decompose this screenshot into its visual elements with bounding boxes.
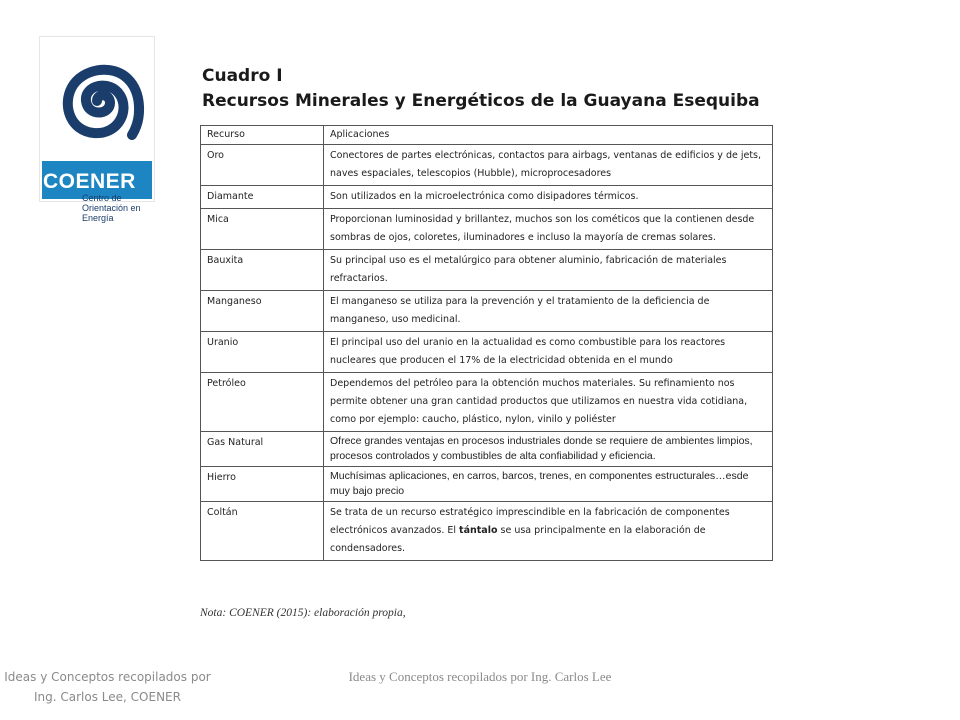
- coener-logo: [40, 37, 154, 223]
- cell-recurso: Petróleo: [201, 373, 324, 432]
- table-row: [201, 373, 773, 432]
- table-row: [201, 250, 773, 291]
- table-row: [201, 291, 773, 332]
- table-row: [201, 186, 773, 209]
- cell-text-post: se usa principalmente en la elaboración de condensadores.: [330, 525, 706, 554]
- cell-recurso: Mica: [201, 209, 324, 250]
- cell-text-bold: tántalo: [459, 525, 498, 536]
- table-row: [201, 209, 773, 250]
- header-recurso: Recurso: [201, 126, 324, 145]
- cell-aplicaciones: Conectores de partes electrónicas, contactos para airbags, ventanas de edificios y de jets, naves espaciales, telescopios (Hubble), microprocesadores: [324, 145, 773, 186]
- table-caption: Cuadro I: [202, 66, 283, 86]
- cell-recurso: Coltán: [201, 502, 324, 561]
- cell-recurso: Bauxita: [201, 250, 324, 291]
- cell-aplicaciones: Su principal uso es el metalúrgico para obtener aluminio, fabricación de materiales refractarios.: [324, 250, 773, 291]
- cell-aplicaciones: Son utilizados en la microelectrónica como disipadores térmicos.: [324, 186, 773, 209]
- cell-recurso: Oro: [201, 145, 324, 186]
- cell-recurso: Uranio: [201, 332, 324, 373]
- cell-recurso: Manganeso: [201, 291, 324, 332]
- logo-name: COENER: [43, 170, 136, 193]
- cell-aplicaciones: El principal uso del uranio en la actualidad es como combustible para los reactores nucleares que producen el 17% de la electricidad obtenida en el mundo: [324, 332, 773, 373]
- table-header-row: [201, 126, 773, 145]
- table-row: [201, 502, 773, 561]
- table-row: [201, 145, 773, 186]
- cell-aplicaciones: Dependemos del petróleo para la obtención muchos materiales. Su refinamiento nos permite obtener una gran cantidad productos que utilizamos en nuestra vida cotidiana, como por ejemplo: caucho, plástico, nylon, vinilo y poliéster: [324, 373, 773, 432]
- header-aplicaciones: Aplicaciones: [324, 126, 773, 145]
- footer-center: Ideas y Conceptos recopilados por Ing. Carlos Lee: [348, 669, 612, 684]
- cell-recurso: Hierro: [201, 467, 324, 502]
- logo-subtitle: Centro de Orientación en Energía: [82, 193, 141, 223]
- table-row: [201, 432, 773, 467]
- cell-aplicaciones: Ofrece grandes ventajas en procesos industriales donde se requiere de ambientes limpios, procesos controlados y combustibles de alta confiabilidad y eficiencia.: [324, 432, 773, 467]
- cell-aplicaciones: El manganeso se utiliza para la prevención y el tratamiento de la deficiencia de manganeso, uso medicinal.: [324, 291, 773, 332]
- table-row: [201, 467, 773, 502]
- page-title: Recursos Minerales y Energéticos de la Guayana Esequiba: [202, 91, 760, 111]
- source-note: Nota: COENER (2015): elaboración propia,: [200, 607, 406, 619]
- table-row: [201, 332, 773, 373]
- cell-aplicaciones: Proporcionan luminosidad y brillantez, muchos son los cométicos que la contienen desde sombras de ojos, coloretes, iluminadores e incluso la mayoría de cremas solares.: [324, 209, 773, 250]
- cell-text-pre: Se trata de un recurso estratégico imprescindible en la fabricación de componentes electrónicos avanzados. El: [330, 507, 730, 536]
- spiral-icon: [42, 39, 152, 161]
- cell-recurso: Gas Natural: [201, 432, 324, 467]
- cell-recurso: Diamante: [201, 186, 324, 209]
- resources-table: [200, 125, 773, 561]
- footer-left: Ideas y Conceptos recopilados por Ing. Carlos Lee, COENER: [4, 670, 211, 704]
- cell-aplicaciones: [324, 502, 773, 561]
- cell-aplicaciones: Muchísimas aplicaciones, en carros, barcos, trenes, en componentes estructurales…esde muy bajo precio: [324, 467, 773, 502]
- title-block: [202, 64, 760, 114]
